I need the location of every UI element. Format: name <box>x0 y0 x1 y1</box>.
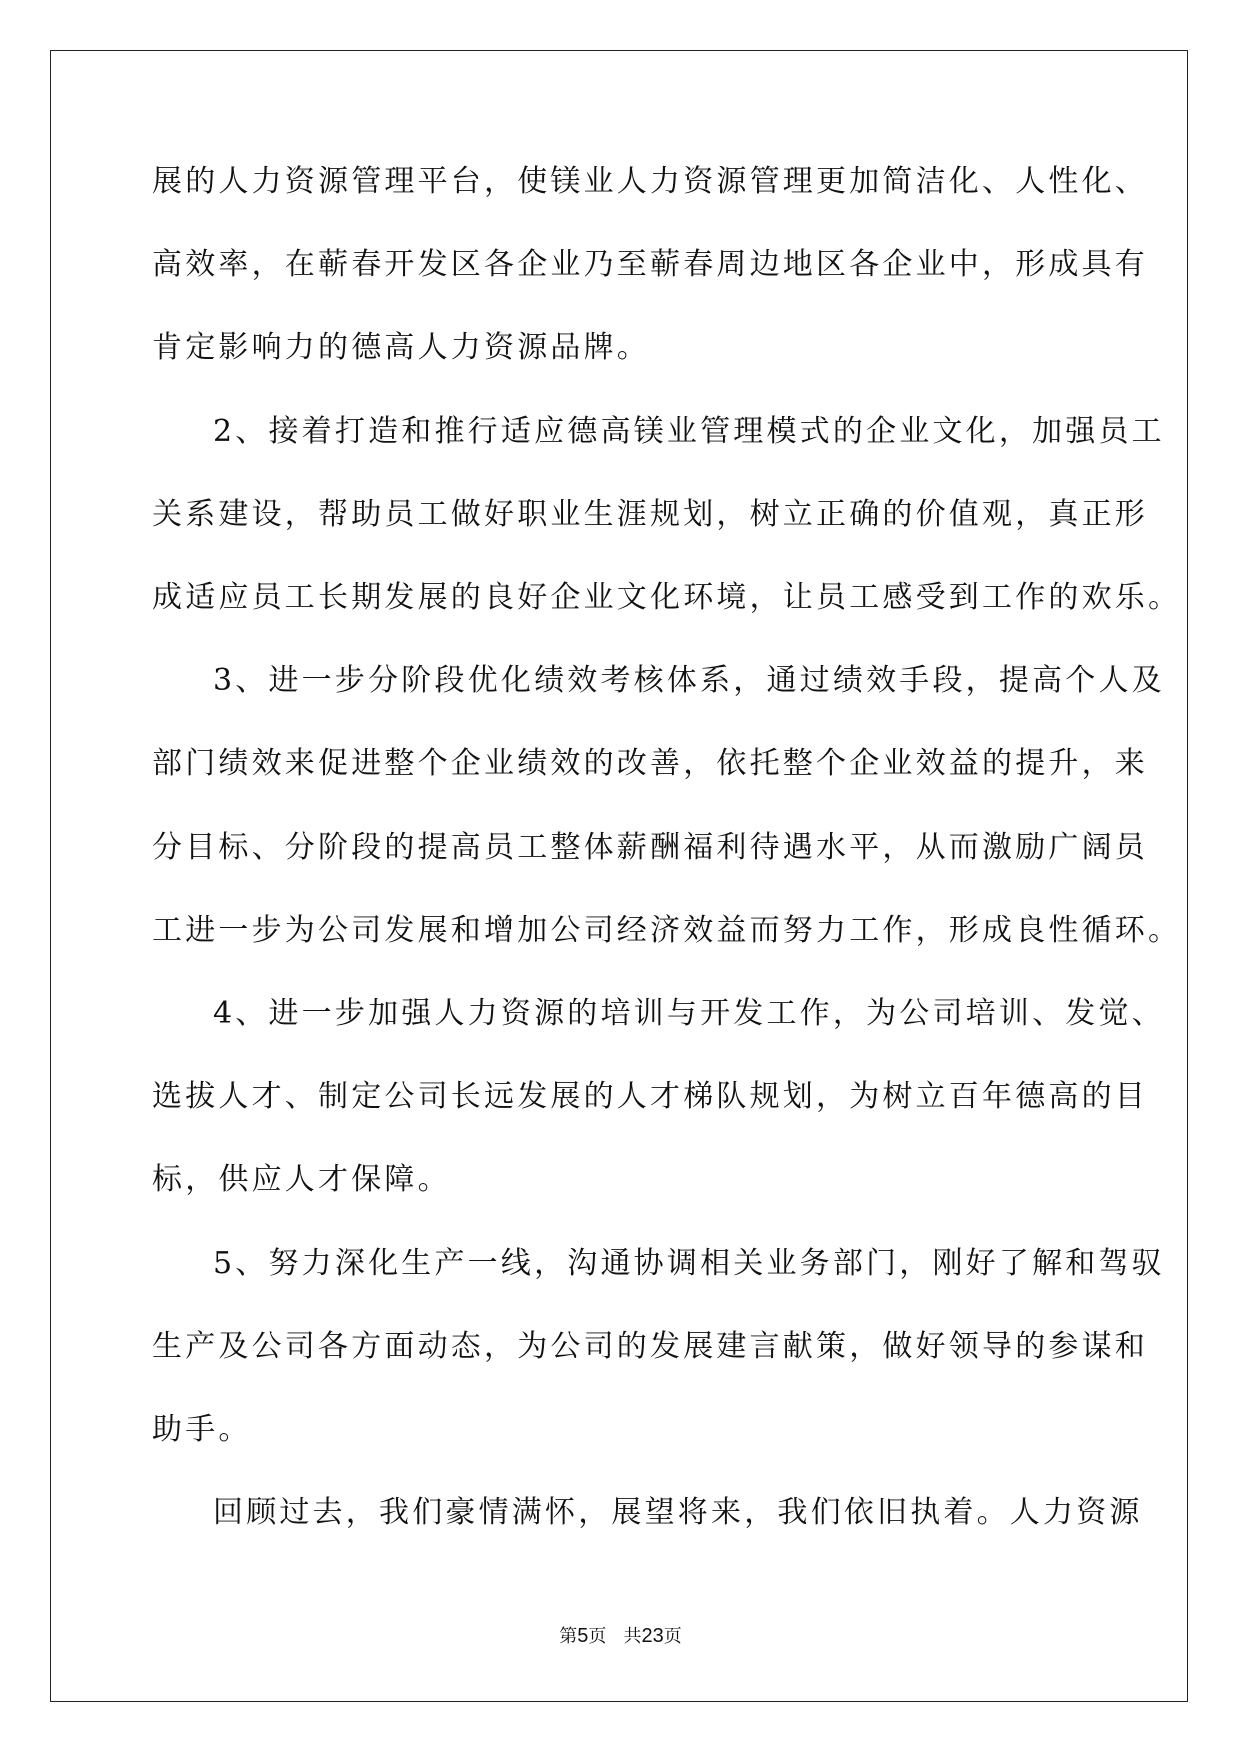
text-line: 3、进一步分阶段优化绩效考核体系，通过绩效手段，提高个人及 <box>213 663 1165 698</box>
footer-total-prefix: 共 <box>623 1626 642 1647</box>
footer-page-unit: 页 <box>588 1626 607 1647</box>
text-line: 标，供应人才保障。 <box>152 1162 451 1197</box>
page-footer <box>0 1622 1241 1648</box>
text-line: 生产及公司各方面动态，为公司的发展建言献策，做好领导的参谋和 <box>152 1329 1148 1364</box>
text-line: 展的人力资源管理平台，使镁业人力资源管理更加简洁化、人性化、 <box>152 164 1148 199</box>
text-line: 部门绩效来促进整个企业绩效的改善，依托整个企业效益的提升，来 <box>152 746 1148 781</box>
text-line: 高效率，在蕲春开发区各企业乃至蕲春周边地区各企业中，形成具有 <box>152 247 1148 282</box>
text-line: 回顾过去，我们豪情满怀，展望将来，我们依旧执着。人力资源 <box>213 1495 1143 1530</box>
text-line: 关系建设，帮助员工做好职业生涯规划，树立正确的价值观，真正形 <box>152 497 1148 532</box>
text-line: 工进一步为公司发展和增加公司经济效益而努力工作，形成良性循环。 <box>152 913 1182 948</box>
text-line: 4、进一步加强人力资源的培训与开发工作，为公司培训、发觉、 <box>213 996 1165 1031</box>
page-border <box>50 50 1188 1702</box>
text-line: 5、努力深化生产一线，沟通协调相关业务部门，刚好了解和驾驭 <box>213 1246 1165 1281</box>
text-line: 成适应员工长期发展的良好企业文化环境，让员工感受到工作的欢乐。 <box>152 580 1182 615</box>
footer-total-pages: 23 <box>641 1625 664 1647</box>
text-line: 助手。 <box>152 1412 252 1447</box>
footer-total-unit: 页 <box>663 1626 682 1647</box>
text-line: 选拔人才、制定公司长远发展的人才梯队规划，为树立百年德高的目 <box>152 1079 1148 1114</box>
footer-page-number: 5 <box>577 1625 589 1647</box>
text-line: 分目标、分阶段的提高员工整体薪酬福利待遇水平，从而激励广阔员 <box>152 830 1148 865</box>
text-line: 2、接着打造和推行适应德高镁业管理模式的企业文化，加强员工 <box>213 414 1165 449</box>
footer-prefix: 第 <box>559 1626 578 1647</box>
text-line: 肯定影响力的德高人力资源品牌。 <box>152 330 650 365</box>
